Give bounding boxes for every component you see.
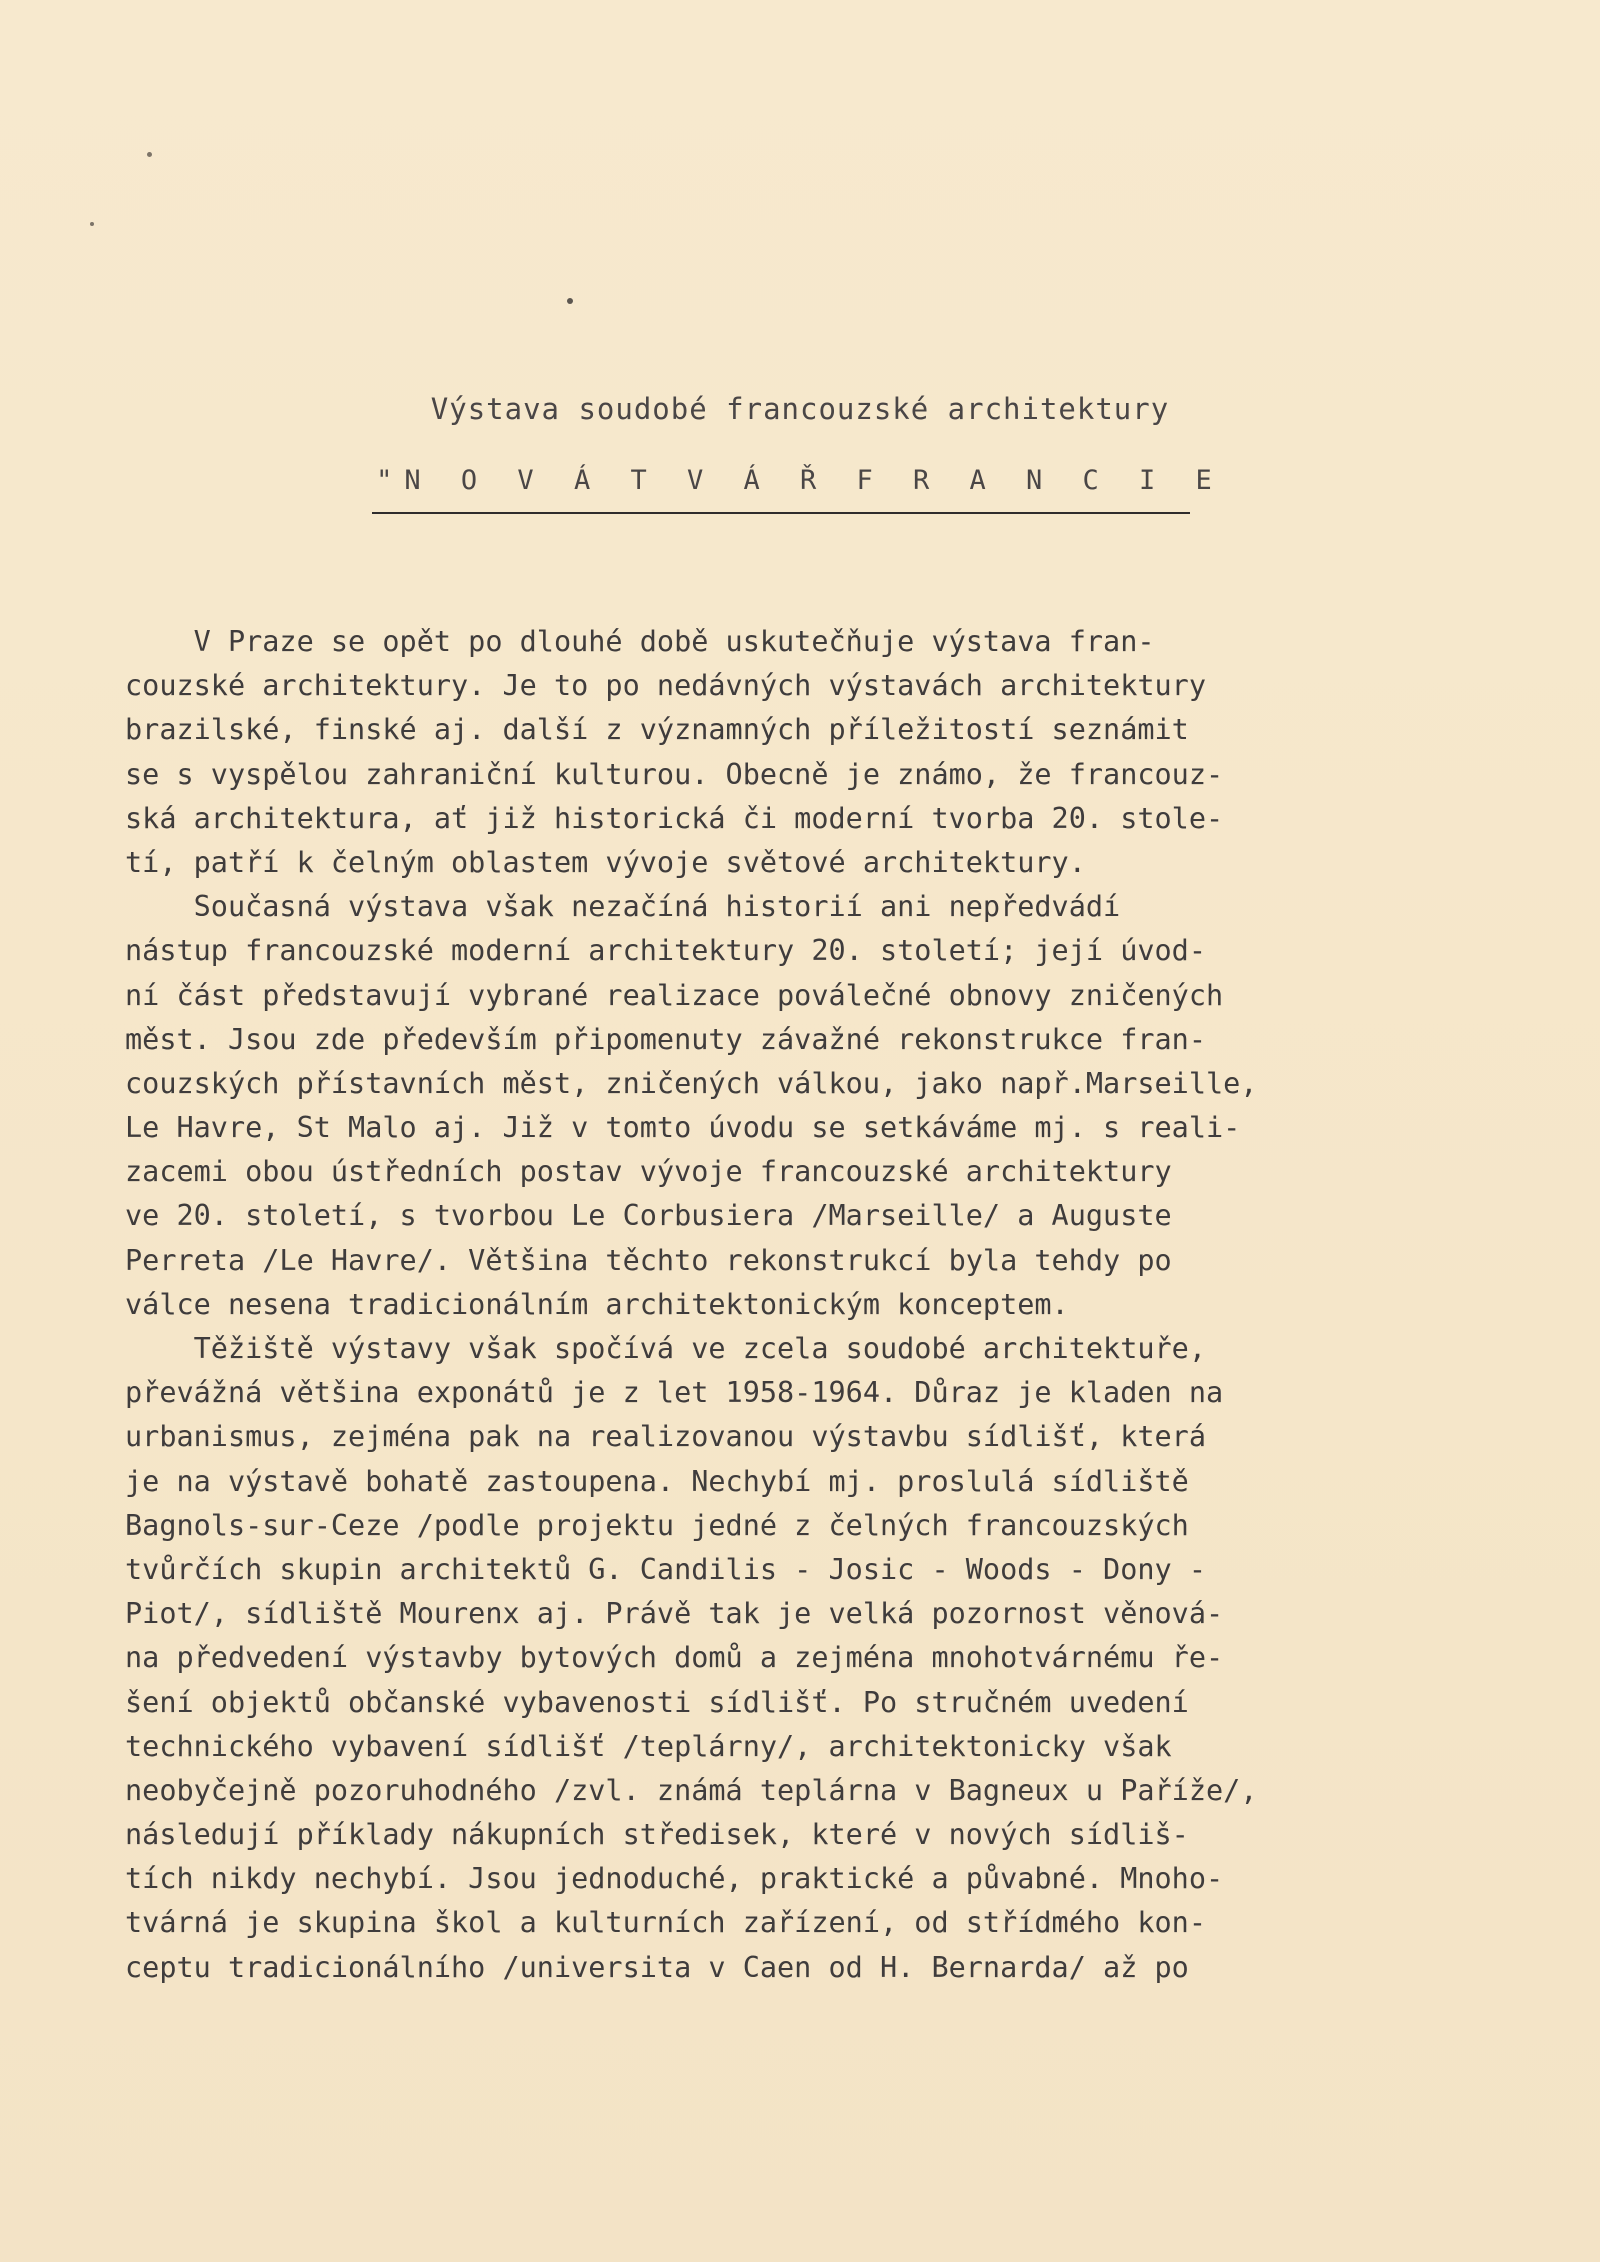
paper-speck xyxy=(90,222,94,226)
text-line: tvůrčích skupin architektů G. Candilis - Josic - Woods - Dony - xyxy=(125,1552,1206,1586)
text-line: urbanismus, zejména pak na realizovanou výstavbu sídlišť, která xyxy=(125,1420,1206,1454)
text-line: Bagnols-sur-Ceze /podle projektu jedné z čelných francouzských xyxy=(125,1508,1189,1542)
text-line: Piot/, sídliště Mourenx aj. Právě tak je velká pozornost věnová- xyxy=(125,1597,1224,1631)
text-line: tí, patří k čelným oblastem vývoje světové architektury. xyxy=(125,845,1086,879)
paper-speck xyxy=(147,152,152,157)
text-line: couzské architektury. Je to po nedávných výstavách architektury xyxy=(125,669,1206,703)
text-line: se s vyspělou zahraniční kulturou. Obecně je známo, že francouz- xyxy=(125,757,1224,791)
text-line: Těžiště výstavy však spočívá ve zcela soudobé architektuře, xyxy=(125,1332,1206,1365)
text-line: zacemi obou ústředních postav vývoje francouzské architektury xyxy=(125,1155,1172,1189)
text-line: Perreta /Le Havre/. Většina těchto rekonstrukcí byla tehdy po xyxy=(125,1243,1172,1277)
text-line: ve 20. století, s tvorbou Le Corbusiera /Marseille/ a Auguste xyxy=(125,1199,1172,1233)
text-line: nástup francouzské moderní architektury 20. století; její úvod- xyxy=(125,934,1206,968)
text-line: neobyčejně pozoruhodného /zvl. známá teplárna v Bagneux u Paříže/, xyxy=(125,1773,1258,1807)
body-text xyxy=(125,620,1445,1990)
text-line: je na výstavě bohatě zastoupena. Nechybí mj. proslulá sídliště xyxy=(125,1464,1189,1498)
text-line: měst. Jsou zde především připomenuty závažné rekonstrukce fran- xyxy=(125,1022,1206,1056)
text-line: V Praze se opět po dlouhé době uskutečňuje výstava fran- xyxy=(125,625,1155,658)
text-line: tích nikdy nechybí. Jsou jednoduché, praktické a půvabné. Mnoho- xyxy=(125,1862,1224,1896)
text-line: převážná většina exponátů je z let 1958-1964. Důraz je kladen na xyxy=(125,1376,1224,1410)
document-title: Výstava soudobé francouzské architektury xyxy=(430,392,1170,426)
text-line: Le Havre, St Malo aj. Již v tomto úvodu se setkáváme mj. s reali- xyxy=(125,1111,1241,1145)
text-line: následují příklady nákupních středisek, které v nových sídliš- xyxy=(125,1818,1189,1852)
text-line: brazilské, finské aj. další z významných příležitostí seznámit xyxy=(125,713,1189,747)
text-line: Současná výstava však nezačíná historií ani nepředvádí xyxy=(125,890,1121,924)
text-line: ceptu tradicionálního /universita v Caen od H. Bernarda/ až po xyxy=(125,1950,1189,1984)
text-line: na předvedení výstavby bytových domů a zejména mnohotvárnému ře- xyxy=(125,1641,1224,1675)
text-line: technického vybavení sídlišť /teplárny/, architektonicky však xyxy=(125,1729,1172,1763)
text-line: ská architektura, ať již historická či moderní tvorba 20. stole- xyxy=(125,801,1224,835)
text-line: couzských přístavních měst, zničených válkou, jako např.Marseille, xyxy=(125,1066,1258,1100)
text-line: válce nesena tradicionálním architektonickým konceptem. xyxy=(125,1287,1069,1321)
text-line: tvárná je skupina škol a kulturních zařízení, od střídmého kon- xyxy=(125,1906,1206,1940)
text-line: ní část představují vybrané realizace poválečné obnovy zničených xyxy=(125,978,1224,1012)
text-line: šení objektů občanské vybavenosti sídlišť. Po stručném uvedení xyxy=(125,1685,1189,1719)
title-underline xyxy=(372,512,1190,514)
document-subtitle: "N O V Á T V Á Ř F R A N C I E xyxy=(376,465,1224,496)
paper-speck xyxy=(567,298,573,304)
